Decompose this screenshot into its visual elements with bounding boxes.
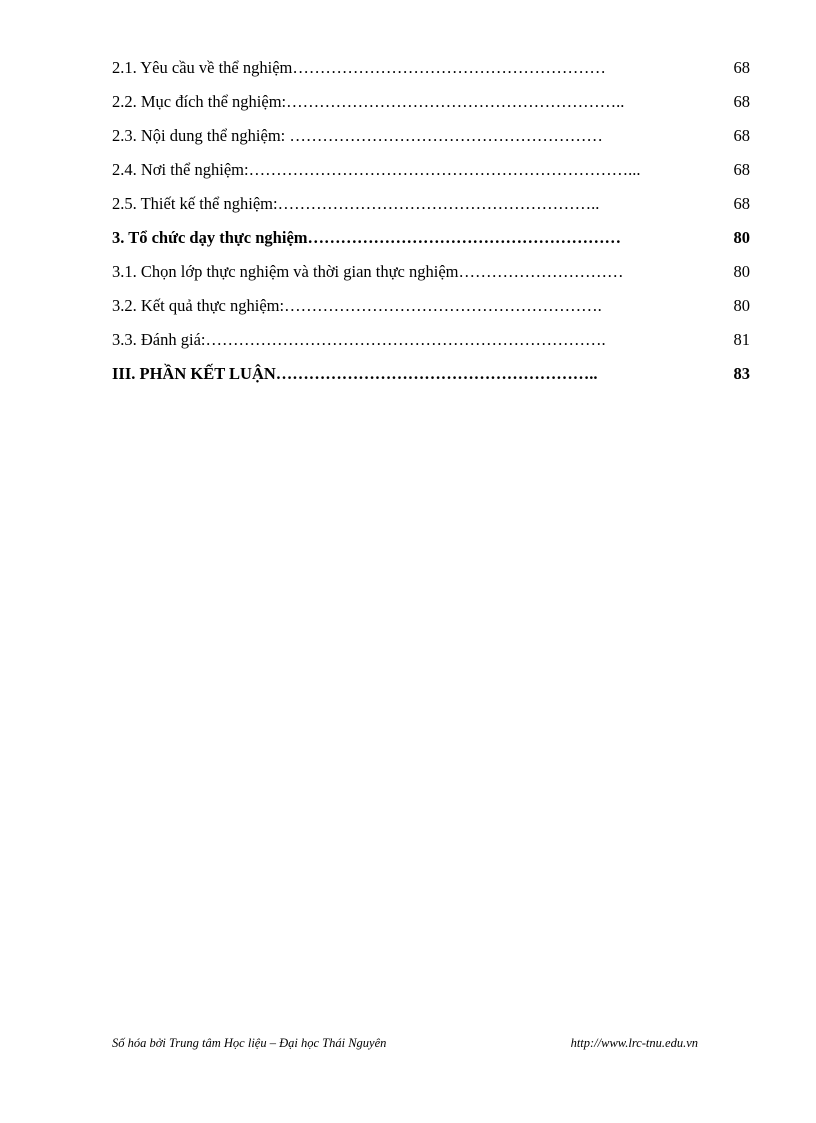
toc-entry-page: 83 — [733, 364, 750, 383]
toc-entry-page: 68 — [733, 58, 750, 77]
toc-entry-page: 80 — [733, 262, 750, 281]
footer-credit: Số hóa bởi Trung tâm Học liệu – Đại học Thái Nguyên — [112, 1036, 387, 1050]
toc-entry-page: 68 — [733, 194, 750, 213]
toc-entry-text: 2.4. Nơi thể nghiệm:……………………………………………………………... — [112, 160, 641, 179]
table-of-contents — [112, 54, 750, 394]
toc-entry-page: 68 — [733, 160, 750, 179]
toc-chapter-heading[interactable] — [112, 360, 750, 394]
toc-entry[interactable] — [112, 190, 750, 224]
toc-entry[interactable] — [112, 326, 750, 360]
toc-entry-page: 68 — [733, 126, 750, 145]
toc-entry[interactable] — [112, 88, 750, 122]
toc-entry-text: III. PHẦN KẾT LUẬN………………………………………………….. — [112, 364, 598, 383]
toc-entry-page: 81 — [733, 330, 750, 349]
toc-entry-page: 68 — [733, 92, 750, 111]
toc-entry-text: 2.2. Mục đích thể nghiệm:…………………………………………………….. — [112, 92, 625, 111]
toc-entry-page: 80 — [733, 296, 750, 315]
toc-entry[interactable] — [112, 258, 750, 292]
toc-entry-text: 2.3. Nội dung thể nghiệm: ………………………………………………… — [112, 126, 603, 145]
toc-entry-text: 2.1. Yêu cầu về thể nghiệm………………………………………………… — [112, 58, 606, 77]
toc-entry[interactable] — [112, 292, 750, 326]
toc-entry[interactable] — [112, 122, 750, 156]
footer-url: http://www.lrc-tnu.edu.vn — [570, 1036, 698, 1050]
toc-entry-text: 3.2. Kết quả thực nghiệm:…………………………………………………. — [112, 296, 602, 315]
toc-section-heading[interactable] — [112, 224, 750, 258]
toc-entry[interactable] — [112, 156, 750, 190]
toc-entry-text: 2.5. Thiết kế thể nghiệm:………………………………………………….. — [112, 194, 600, 213]
toc-entry-text: 3. Tổ chức dạy thực nghiệm………………………………………………… — [112, 228, 622, 247]
toc-entry-text: 3.1. Chọn lớp thực nghiệm và thời gian thực nghiệm………………………… — [112, 262, 624, 281]
toc-entry[interactable] — [112, 54, 750, 88]
toc-entry-text: 3.3. Đánh giá:………………………………………………………………. — [112, 330, 606, 349]
toc-entry-page: 80 — [733, 228, 750, 247]
